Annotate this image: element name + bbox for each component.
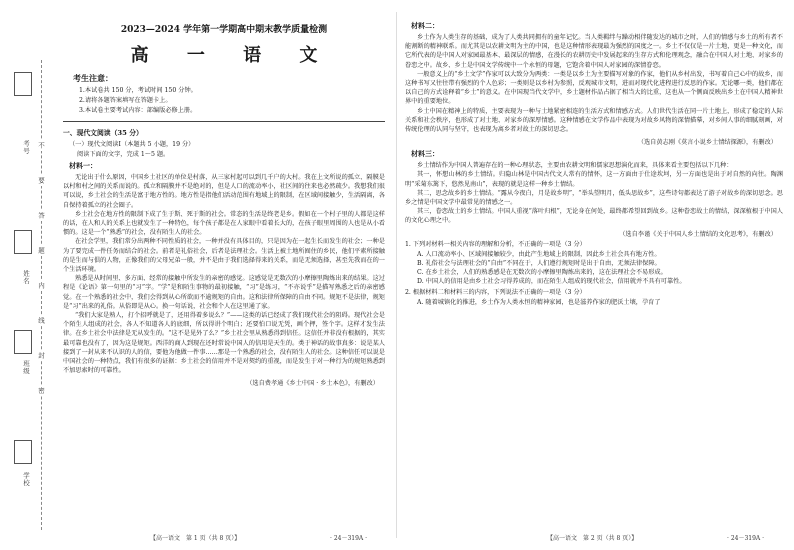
question-1-stem: 1. 下列对材料一相关内容的理解和分析，不正确的一项是（3 分） xyxy=(405,240,586,248)
instruction: 阅读下面的文字，完成 1～5 题。 xyxy=(77,151,170,158)
notice-item: 1.本试卷共 150 分，考试时间 150 分钟。 xyxy=(79,87,197,94)
kaohao-box[interactable] xyxy=(14,72,32,96)
xuexiao-box[interactable] xyxy=(14,440,32,464)
left-content xyxy=(63,18,385,389)
page-2 xyxy=(397,0,794,550)
material-1-paragraph: 无论出于什么原因，中国乡土社区的单位是村落，从三家村起可以到几千户的大村。我在上文所说的孤立、隔膜是以村和村之间的关系而说的。孤立和隔膜并不是绝对的，但是人口的流动率小，社区间的往来也必然疏少。我想我们很可以说，乡土社会的生活是富于地方性的。地方性是指他们活动范围有地域上的限制，在区域间接触少，生活隔离，各自保持着孤立的社会圈子。 xyxy=(63,174,385,209)
banji-box[interactable] xyxy=(14,330,32,354)
seal-char: 要 xyxy=(37,177,45,184)
seal-char: 线 xyxy=(37,317,45,324)
material-1-paragraph: 乡土社会在地方性的限制下成了生于斯、死于斯的社会。常态的生活是终老是乡。假如在一个村子里的人都是这样的话，在人和人的关系上也就发生了一种特色，每个孩子都是在人家眼中看着长大的，在孩子眼里周围的人也是从小看惯的。这是一个“熟悉”的社会，没有陌生人的社会。 xyxy=(63,210,385,237)
material-3-heading: 材料三： xyxy=(411,149,439,159)
material-2-paragraph: 乡土中国在精神上的特质，主要表现为一种与土地紧密相连的生活方式和情感方式。人们世代生活在同一片土地上，形成了稳定的人际关系和社会秩序，也形成了对土地、对家乡的深厚情感。这种情感在文学作品中表现为对故乡风物的深情描摹，对乡间人事的细腻刻画，对传统伦理的认同与坚守，也表现为离乡者对故土的深切思念。 xyxy=(405,107,783,134)
material-1-source: （选自费孝通《乡土中国 · 乡土本色》，有删改） xyxy=(246,380,379,388)
material-3-paragraph: 其二，思念故乡的乡土情结。“露从今夜白，月是故乡明”，“举头望明月，低头思故乡”，这些诗句都表达了游子对故乡的深切思念。思乡之情是中国文学中最常见的情感之一。 xyxy=(405,189,783,207)
footer-code: · 24－319A · xyxy=(330,535,368,542)
notice-item: 3.本试卷主要考试内容：部编版必修上册。 xyxy=(79,107,197,114)
material-3-paragraph: 其三，眷恋故土的乡土情结。中国人重视“落叶归根”，无论身在何处，最终都希望回到故乡。这种眷恋故土的情结，深深植根于中国人的文化心理之中。 xyxy=(405,208,783,225)
seal-char: 封 xyxy=(37,352,45,359)
question-1-option-d: D. 中国人的信用是由乡土社会习得养成的，而在陌生人组成的现代社会，信用就并不具有可靠性。 xyxy=(417,277,686,285)
material-3-paragraph: 其一，怀想山林的乡土情结。归隐山林是中国古代文人常有的情怀，这一方面由于仕途坎坷，另一方面也是出于对自然的向往。陶渊明“采菊东篱下，悠然见南山”，表现的就是这样一种乡土情结。 xyxy=(405,171,783,188)
divider xyxy=(63,121,385,122)
xingming-box[interactable] xyxy=(14,230,32,254)
material-2-heading: 材料二： xyxy=(411,21,439,30)
binding-strip xyxy=(0,0,62,550)
question-1-option-a: A. 人口流动率小、区域间接触较少，由此产生地域上的限制，因此乡土社会具有地方性。 xyxy=(417,250,661,258)
subsection-title: （一）现代文阅读Ⅰ（本题共 5 小题，19 分） xyxy=(69,141,195,148)
seal-char: 题 xyxy=(37,247,45,254)
footer-page-number: 【高一语文 第 2 页（共 8 页）】 xyxy=(547,535,638,542)
question-2-stem: 2. 根据材料二和材料三的内容，下列说法不正确的一项是（3 分） xyxy=(405,288,586,296)
question-2-option-a: A. 随着城镇化的推进，乡土作为人类永恒的精神家园，也是滋养作家的肥沃土壤，孕育了 xyxy=(417,299,661,307)
seal-char: 答 xyxy=(37,212,45,219)
exam-name: 2023—2024 学年第一学期高中期末教学质量检测 xyxy=(120,25,328,35)
notice-item: 2.请将各题答案填写在答题卡上。 xyxy=(79,97,172,104)
material-1-paragraph: 在社会学里，我们常分出两种不同性质的社会，一种并没有具体目的，只是因为在一起生长而发生的社会；一种是为了要完成一件任务而结合的社会。前者是礼俗社会，后者是法理社会。生活上被土地所囿住的乡民，他们平素所接触的是生而与俱的人物，正像我们的父母兄弟一般，并不是由于我们选择得来的关系，而是无须选择，甚至先我而在的一个生活环境。 xyxy=(63,238,385,274)
material-2-paragraph: 一般意义上的“乡土文学”作家可以大致分为两类：一类是以乡土为主要描写对象的作家，他们从乡村出发，书写着自己心中的故乡，而这种书写又往往带有强烈的个人色彩；一类则是以乡村为参照，反观城市文明，进而对现代化进程进行反思的作家。无论哪一类，他们都在以自己的方式诠释着“乡土”的意义。在中国现当代文学中，乡土题材作品占据了相当大的比重，这也从一个侧面反映出乡土在中国人精神世界中的重要地位。 xyxy=(405,70,783,106)
material-1-heading: 材料一： xyxy=(69,161,97,170)
banji-label: 班级 xyxy=(22,360,30,375)
material-1-paragraph: “我们大家是熟人，打个招呼就是了，还用得着多说么？”——这类的话已经成了我们现代社会的阻碍。现代社会是个陌生人组成的社会，各人不知道各人的底细，所以得讲个明白；还要怕口说无凭，画个押，签个字。这样才发生法律。在乡土社会中法律是无从发生的。“这不是见外了么？”乡土社会里从熟悉得到信任。这信任并非没有根据的，其实最可靠也没有了，因为这是规矩。西洋的商人到现在还时常说中国人的信用是天生的。类于神话的故事真多：说是某人接到了一封从来不认识的人的信，要他为他做一件事……那是一个熟悉的社会，没有陌生人的社会。这种信任可以说是中国社会的一种特点，我们有很多的证据：乡土社会的信用并不是对契约的重视，而是发生于对一种行为的规矩熟悉到不加思索时的可靠性。 xyxy=(63,312,385,375)
xuexiao-label: 学校 xyxy=(22,472,30,487)
right-content xyxy=(405,18,783,307)
xingming-label: 姓名 xyxy=(22,270,30,285)
seal-char: 不 xyxy=(37,142,45,149)
material-2-source: （选自黄志刚《莫言小说乡土情结探源》，有删改） xyxy=(637,139,777,147)
seal-line xyxy=(41,60,42,530)
seal-char: 密 xyxy=(37,387,45,394)
seal-char: 内 xyxy=(37,282,45,289)
notice-title: 考生注意： xyxy=(73,73,113,83)
footer-code: · 24－319A · xyxy=(727,535,765,542)
material-2-paragraph: 乡土作为人类生存的基础，成为了人类共同拥有的童年记忆。当人类羁绊与躁动相伴随发达的城市之时，人们的情感与乡土的所有者不能割断的精神联系。而尤其是以农耕文明为主的中国，也是这种情形表现最为强烈的国度之一。乡土不仅仅是一片土地，更是一种文化，而它所代表的是中国人对家园最基本、最深层的情感，在漫长的农耕历史中发展起来的生存方式和伦理观念，融合在中国人对土地、对家乡的眷恋之中。故乡、乡土是中国文学传统中一个永恒的母题，它饱含着中国人对家园的深情眷恋。 xyxy=(405,34,783,69)
material-3-paragraph: 乡土情结作为中国人普遍存在的一种心理状态，主要由农耕文明和儒家思想演化而来，具体来看主要包括以下几种： xyxy=(417,162,733,170)
material-3-source: （选自李谨《关于中国人乡土情结的文化思考》，有删改） xyxy=(619,230,777,238)
kaohao-label: 考号 xyxy=(22,140,30,155)
section-title: 一、现代文阅读（35 分） xyxy=(63,129,143,137)
subject-title: 高 一 语 文 xyxy=(130,45,334,66)
footer-page-number: 【高一语文 第 1 页（共 8 页）】 xyxy=(150,535,241,542)
question-1-option-b: B. 礼俗社会与法理社会的“自由”不同在于，人们遵行规矩时是出于自由，无须法律保障。 xyxy=(417,259,661,267)
question-1-option-c: C. 在乡土社会，人们的熟悉感是在无数次的小摩擦里陶炼出来的，这在法理社会不易形成。 xyxy=(417,268,667,276)
material-1-paragraph: 熟悉是从时间里、多方面、经常的接触中所发生的亲密的感觉。这感觉是无数次的小摩擦里陶炼出来的结果。这过程是《论语》第一句里的“习”字。“学”是和陌生事物的最初接触，“习”是练习，“不亦说乎”是描写熟悉之后的亲密感觉。在一个熟悉的社会中，我们会得到从心所欲而不逾规矩的自由。这和法律所保障的自由不同。规矩不是法律，规矩是“习”出来的礼俗。从俗即是从心。换一句话说，社会和个人在这里通了家。 xyxy=(63,275,385,310)
